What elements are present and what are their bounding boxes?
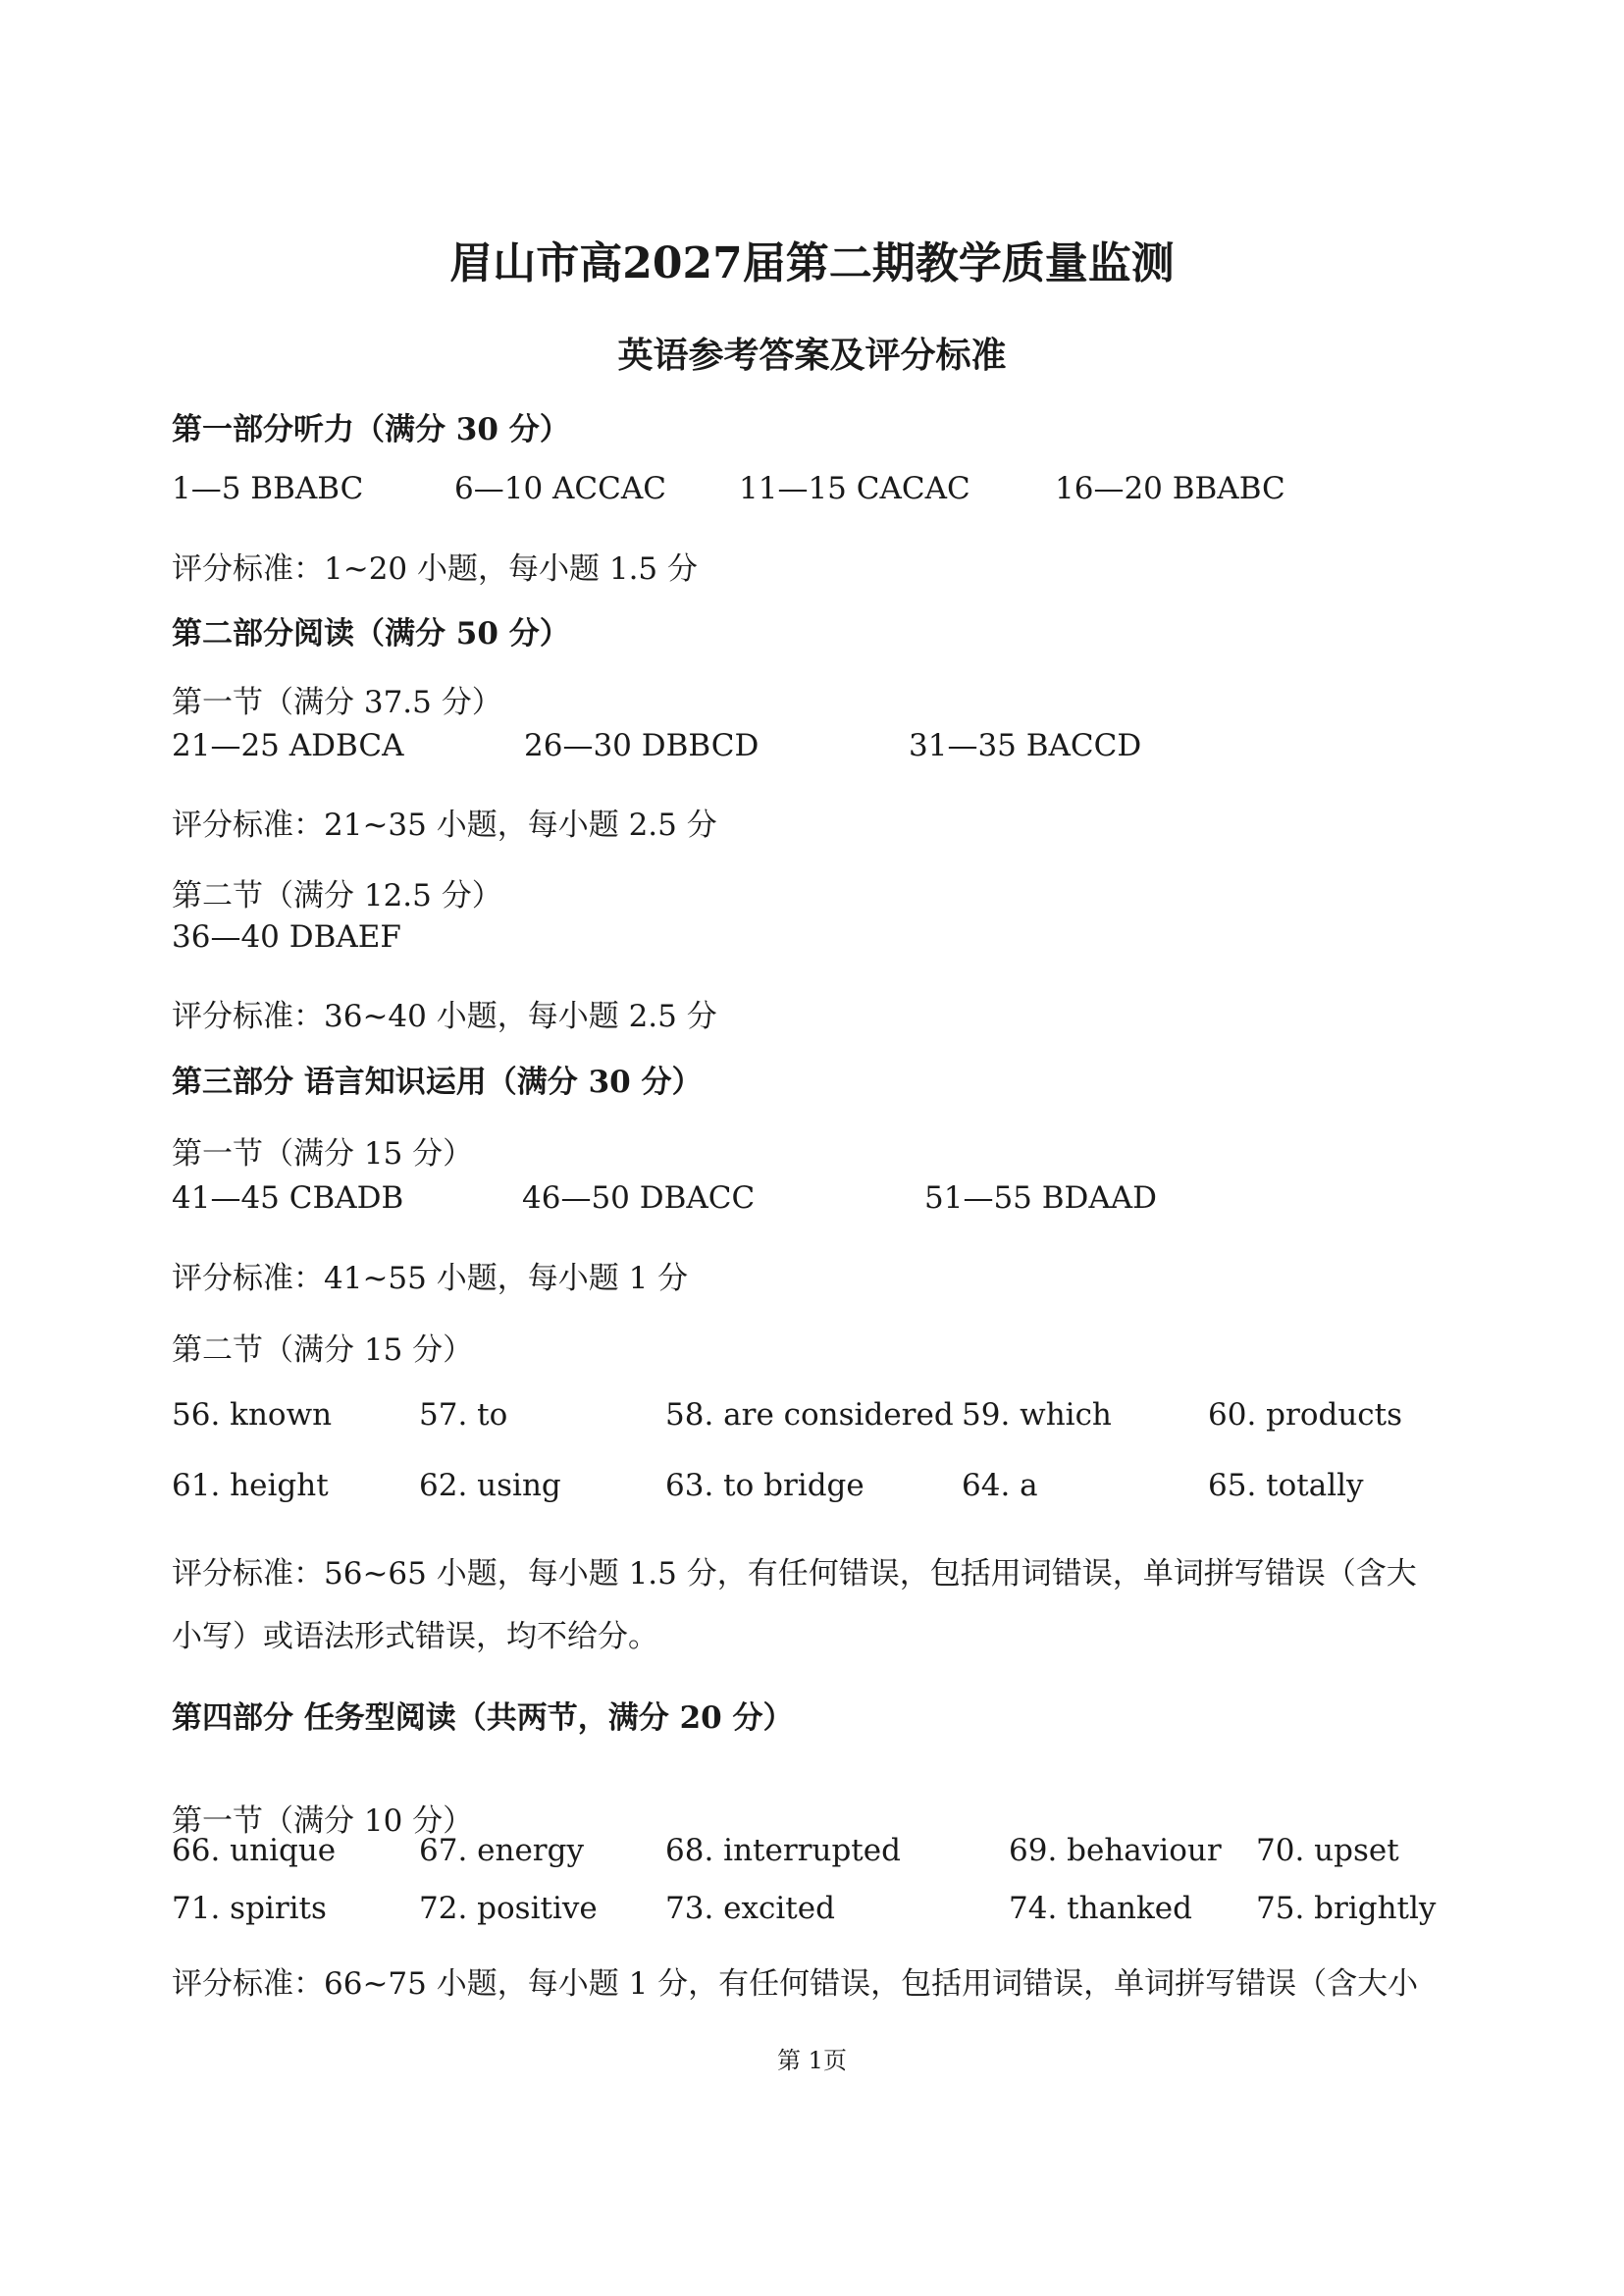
part4-section1-label: 第一节（满分 10 分） xyxy=(172,1803,474,1839)
answer-group: 11—15 CACAC xyxy=(739,471,970,506)
answer-group: 16—20 BBABC xyxy=(1055,471,1285,506)
part2-section2-scoring: 评分标准：36~40 小题，每小题 2.5 分 xyxy=(172,999,717,1034)
task-answer: 71. spirits xyxy=(172,1891,327,1926)
part3-section1-label: 第一节（满分 15 分） xyxy=(172,1136,474,1172)
task-answer: 67. energy xyxy=(419,1833,584,1868)
answer-group: 21—25 ADBCA xyxy=(172,728,404,763)
task-answer: 73. excited xyxy=(665,1891,835,1926)
part1-scoring: 评分标准：1~20 小题，每小题 1.5 分 xyxy=(172,551,699,587)
page-subtitle: 英语参考答案及评分标准 xyxy=(617,335,1007,376)
part3-section1-scoring: 评分标准：41~55 小题，每小题 1 分 xyxy=(172,1261,689,1296)
task-answer: 75. brightly xyxy=(1256,1891,1437,1926)
part2-heading: 第二部分阅读（满分 50 分） xyxy=(172,616,570,652)
blank-answer: 65. totally xyxy=(1208,1468,1364,1503)
task-answer: 68. interrupted xyxy=(665,1833,901,1868)
blank-answer: 59. which xyxy=(962,1397,1112,1433)
answer-group: 36—40 DBAEF xyxy=(172,919,401,955)
blank-answer: 56. known xyxy=(172,1397,333,1433)
part2-section1-scoring: 评分标准：21~35 小题，每小题 2.5 分 xyxy=(172,808,717,843)
blank-answer: 60. products xyxy=(1208,1397,1403,1433)
page-title: 眉山市高2027届第二期教学质量监测 xyxy=(449,238,1175,288)
answer-group: 26—30 DBBCD xyxy=(524,728,760,763)
page-number: 第 1页 xyxy=(777,2047,847,2074)
answer-group: 1—5 BBABC xyxy=(172,471,364,506)
answer-group: 46—50 DBACC xyxy=(522,1180,756,1216)
answer-group: 6—10 ACCAC xyxy=(454,471,666,506)
part1-heading: 第一部分听力（满分 30 分） xyxy=(172,412,570,447)
part3-section2-scoring-line2: 小写）或语法形式错误，均不给分。 xyxy=(172,1619,658,1654)
part3-section2-scoring-line1: 评分标准：56~65 小题，每小题 1.5 分，有任何错误，包括用词错误，单词拼写错误（含大 xyxy=(172,1556,1417,1592)
blank-answer: 58. are considered xyxy=(665,1397,954,1433)
task-answer: 69. behaviour xyxy=(1009,1833,1222,1868)
task-answer: 70. upset xyxy=(1256,1833,1399,1868)
blank-answer: 62. using xyxy=(419,1468,561,1503)
answer-group: 51—55 BDAAD xyxy=(924,1180,1158,1216)
part2-section2-label: 第二节（满分 12.5 分） xyxy=(172,878,502,913)
part4-heading: 第四部分 任务型阅读（共两节，满分 20 分） xyxy=(172,1700,794,1736)
answer-group: 31—35 BACCD xyxy=(909,728,1142,763)
answer-group: 41—45 CBADB xyxy=(172,1180,404,1216)
part3-heading: 第三部分 语言知识运用（满分 30 分） xyxy=(172,1065,703,1100)
blank-answer: 63. to bridge xyxy=(665,1468,864,1503)
task-answer: 74. thanked xyxy=(1009,1891,1192,1926)
part2-section1-label: 第一节（满分 37.5 分） xyxy=(172,685,502,720)
part4-section1-scoring-line1: 评分标准：66~75 小题，每小题 1 分，有任何错误，包括用词错误，单词拼写错误（含大小 xyxy=(172,1966,1419,2002)
blank-answer: 61. height xyxy=(172,1468,329,1503)
task-answer: 66. unique xyxy=(172,1833,337,1868)
task-answer: 72. positive xyxy=(419,1891,598,1926)
blank-answer: 57. to xyxy=(419,1397,508,1433)
blank-answer: 64. a xyxy=(962,1468,1038,1503)
part3-section2-label: 第二节（满分 15 分） xyxy=(172,1332,474,1368)
